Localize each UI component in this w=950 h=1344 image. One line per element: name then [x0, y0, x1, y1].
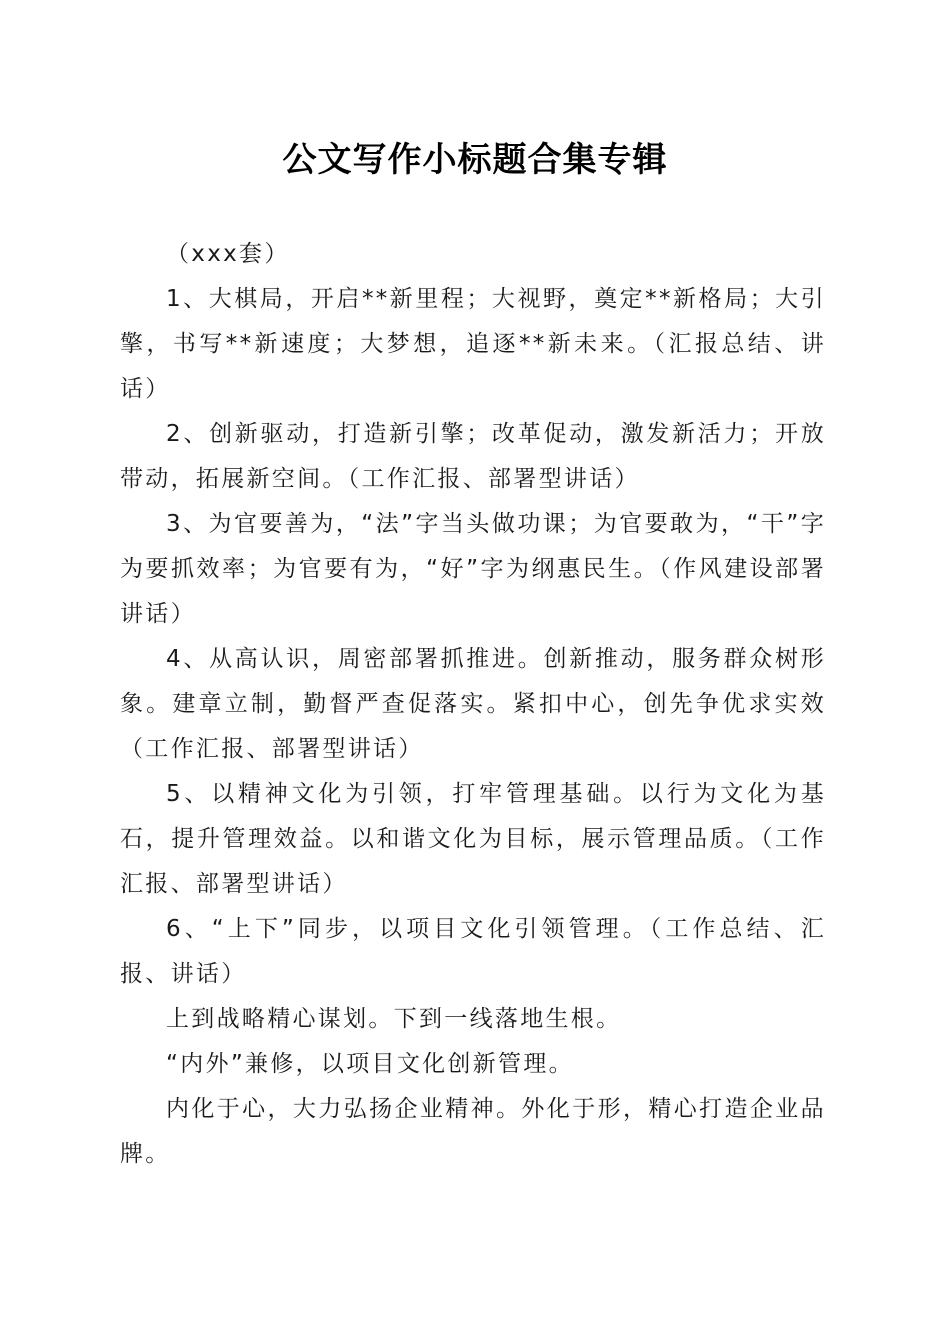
paragraph-6: 6、“上下”同步，以项目文化引领管理。（工作总结、汇报、讲话）: [120, 916, 826, 987]
paragraph-5: 5、以精神文化为引领，打牢管理基础。以行为文化为基石，提升管理效益。以和谐文化为目标，展示管理品质。（工作汇报、部署型讲话）: [120, 781, 826, 897]
document-subtitle: （xxx套）: [166, 241, 290, 267]
paragraph-2: 2、创新驱动，打造新引擎；改革促动，激发新活力；开放带动，拓展新空间。（工作汇报、部署型讲话）: [120, 421, 826, 492]
paragraph-4: 4、从高认识，周密部署抓推进。创新推动，服务群众树形象。建章立制，勤督严查促落实。紧扣中心，创先争优求实效（工作汇报、部署型讲话）: [120, 646, 826, 762]
paragraph-6-sub-1: 上到战略精心谋划。下到一线落地生根。: [166, 1006, 622, 1032]
paragraph-6-sub-2: “内外”兼修，以项目文化创新管理。: [166, 1051, 574, 1077]
document-title: 公文写作小标题合集专辑: [282, 140, 668, 180]
paragraph-6-sub-3: 内化于心，大力弘扬企业精神。外化于形，精心打造企业品牌。: [120, 1096, 826, 1167]
document-body: [120, 232, 826, 1177]
paragraph-3: 3、为官要善为，“法”字当头做功课；为官要敢为，“干”字为要抓效率；为官要有为，“好”字为纲惠民生。（作风建设部署讲话）: [120, 511, 826, 627]
paragraph-1: 1、大棋局，开启**新里程；大视野，奠定**新格局；大引擎，书写**新速度；大梦想，追逐**新未来。（汇报总结、讲话）: [120, 286, 826, 402]
